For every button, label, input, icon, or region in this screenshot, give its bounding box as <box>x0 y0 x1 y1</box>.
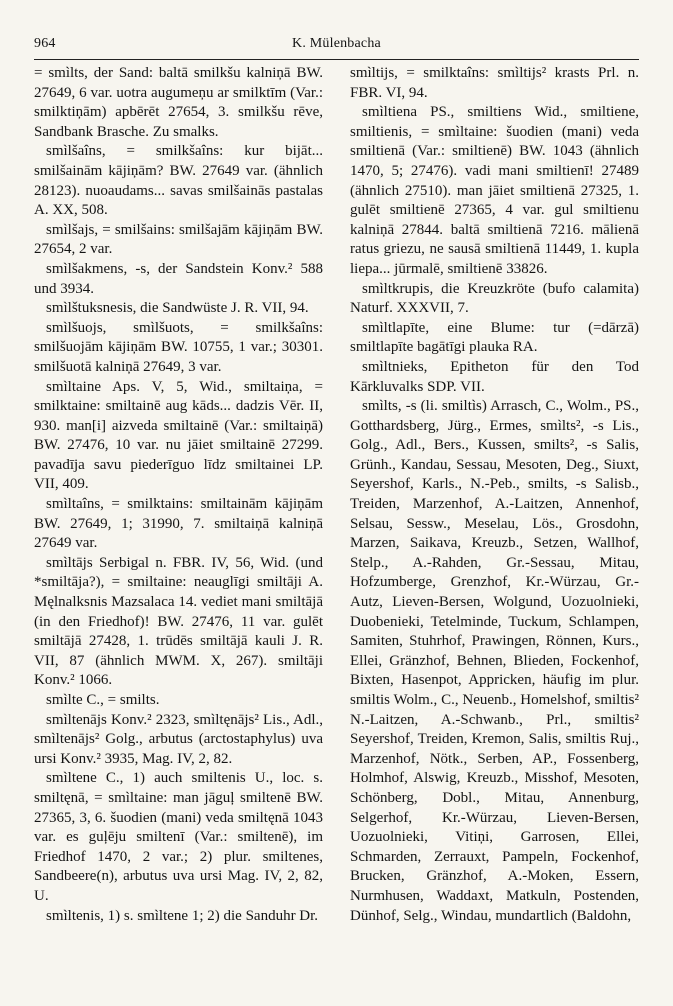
dictionary-entry: smìlšuojs, smìlšuots, = smilkšaîns: smilšuojām kājiņām BW. 10755, 1 var.; 30301. smilšuotā kalniņā 27649, 3 var. <box>34 319 323 375</box>
dictionary-entry: smìltijs, = smilktaîns: smìltijs² krasts Prl. n. FBR. VI, 94. <box>350 65 639 101</box>
running-head: K. Mülenbacha <box>292 36 381 51</box>
dictionary-entry: smìltnieks, Epitheton für den Tod Kārkluvalks SDP. VII. <box>350 358 639 395</box>
dictionary-entry: smìltaine Aps. V, 5, Wid., smiltaiņa, = smilktaine: smiltainē aug kāds... dadzis Vēr. II, 930. man[i] aizveda smiltainē (Var.: smiltaiņā) BW. 27476, 10 var. nu jāiet smiltainē 27299. pavadīja savu piederīguo līdz smiltainei LP. VII, 409. <box>34 378 323 493</box>
dictionary-entry: smìlte C., = smilts. <box>46 692 160 708</box>
right-column <box>350 64 639 926</box>
dictionary-entry: smìltenājs Konv.² 2323, smìltęnājs² Lis., Adl., smìltenājs² Golg., arbutus (arctostaphylus) uva ursi Konv.² 3935, Mag. IV, 2, 82. <box>34 711 323 767</box>
page-number: 964 <box>34 36 56 51</box>
dictionary-entry: smìltiena PS., smiltiens Wid., smiltiene, smiltienis, = smìltaine: šuodien (mani) veda smiltienā (Var.: smiltienē) BW. 1043 (ähnlich 1470, 5; 27476). vadi mani smiltienī! 27489 (ähnlich 27510). man jāiet smiltienā 27325, 1. gulēt smiltienē 27365, 4 var. gul smiltienu kalniņā 27844. baltā smiltienā 7216. mālienā ratus griezu, ne sausā smiltienā 11449, 1. kupla liepa... jūrmalē, smiltienē 33826. <box>350 104 639 277</box>
dictionary-entry: smìlts, -s (li. smiltìs) Arrasch, C., Wolm., PS., Gotthardsberg, Jürg., Ermes, smìlts², -s Lis., Golg., Adl., Bers., Kussen, smilts², -s Salis, Grünh., Kandau, Sessau, Mesoten, Deg., Siuxt, Seyershof, Karls., N.-Peb., smilts, -s Salisb., Treiden, Marzenhof, A.-Laitzen, Annenhof, Selsau, Sessw., Meselau, Lös., Grosdohn, Marzen, Saikava, Kreuzb., Setzen, Wallhof, Stelp., A.-Rahden, Gr.-Sessau, Mitau, Hofzumberge, Grenzhof, Kr.-Würzau, Gr.-Autz, Lieven-Bersen, Wolgund, Uozuolnieki, Duobenieki, Tetelminde, Tuckum, Schlampen, Samiten, Stuhrhof, Prawingen, Rönnen, Kurs., Ellei, Gränzhof, Behnen, Blieden, Fockenhof, Bixten, Hasenpot, Appricken, häufig im plur. smiltis Wolm., C., Neuenb., Homelshof, smiltis² N.-Laitzen, A.-Schwanb., Prl., smiltis² Seyershof, Treiden, Kremon, Salis, smiltis Ruj., Marzenhof, Nötk., Serben, AP., Fossenberg, Holmhof, Alswig, Kreuzb., Misshof, Mesoten, Schönberg, Dobl., Mitau, Annenburg, Selgerhof, Kr.-Würzau, Lieven-Bersen, Uozuolnieki, Vitiņi, Garrosen, Ellei, Schmarden, Zerrauxt, Pampeln, Fockenhof, Brucken, Gränzhof, A.-Moken, Essern, Nurmhusen, Waddaxt, Matkuln, Postenden, Dünhof, Selg., Windau, mundartlich (Baldohn, <box>350 398 639 924</box>
dictionary-entry: smìlštuksnesis, die Sandwüste J. R. VII, 94. <box>46 300 309 317</box>
header-rule <box>34 59 639 60</box>
dictionary-entry: smìltājs Serbigal n. FBR. IV, 56, Wid. (und *smiltāja?), = smiltaine: neauglīgi smiltāji A. Męlnalksnis Mazsalaca 14. vediet mani smiltājā (in den Friedhof)! BW. 27476, 11 var. gulēt smiltājā 27428, 1. trūdēs smiltājā kauli J. R. VII, 87 (ähnlich MWM. X, 267). smiltāji Konv.² 1066. <box>34 554 323 689</box>
left-column <box>34 64 323 926</box>
dictionary-entry: smìltene C., 1) auch smiltenis U., loc. s. smiltęnā, = smìltaine: man jāguļ smiltenē BW. 27365, 3, 6. šuodien (mani) veda smiltęnā 1043 var. es guļēju smiltenī (Var.: smiltenē), im Friedhof 1470, 2 var.; 2) plur. smiltenes, Sandbeere(n), arbutus uva ursi Mag. IV, 2, 82, U. <box>34 770 323 904</box>
dictionary-entry: smìltenis, 1) s. smìltene 1; 2) die Sanduhr Dr. <box>46 907 319 924</box>
dictionary-entry: = smìlts, der Sand: baltā smilkšu kalniņā BW. 27649, 6 var. uotra augumeņu ar smilktīm (Var.: smilktiņām) apbērēt 27654, 3. smilkšu rēve, Sandbank Brasche. Zu smalks. <box>34 65 323 140</box>
page-header <box>34 36 639 58</box>
dictionary-entry: smìlšaîns, = smilkšaîns: kur bijāt... smilšainām kājiņām? BW. 27649 var. (ähnlich 28123). nuoaudams... savas smilšainās pastalas A. XX, 508. <box>34 143 323 219</box>
dictionary-entry: smìltaîns, = smilktains: smiltainām kājiņām BW. 27649, 1; 31990, 7. smiltaiņā kalniņā 27649 var. <box>34 496 323 552</box>
dictionary-entry: smìltkrupis, die Kreuzkröte (bufo calamita) Naturf. XXXVII, 7. <box>350 280 639 317</box>
dictionary-entry: smìltlapīte, eine Blume: tur (=dārzā) smiltlapīte bagātīgi plauka RA. <box>350 319 639 356</box>
dictionary-entry: smìlšakmens, -s, der Sandstein Konv.² 588 und 3934. <box>34 260 323 297</box>
dictionary-entry: smìlšajs, = smilšains: smilšajām kājiņām BW. 27654, 2 var. <box>34 221 323 258</box>
